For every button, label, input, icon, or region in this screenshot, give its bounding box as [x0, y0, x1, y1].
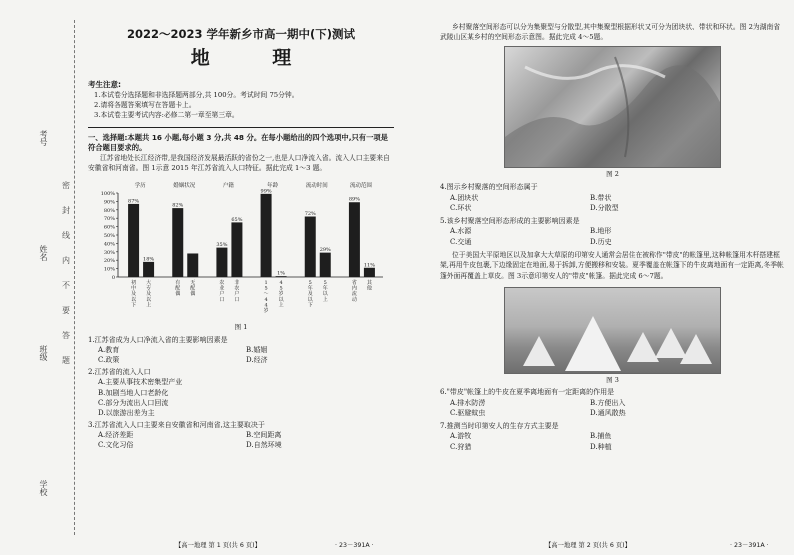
data-label: 72%: [304, 211, 316, 218]
group-label: 流动范围: [349, 183, 372, 190]
category-label-char: 下: [307, 302, 313, 309]
option[interactable]: D.种植: [590, 442, 612, 451]
option[interactable]: B.方便出入: [590, 398, 626, 407]
binding-line: [74, 20, 75, 535]
margin-label-class: 班级: [39, 345, 48, 361]
seal-char: 要: [62, 306, 70, 315]
category-label-char: 年: [307, 286, 313, 293]
category-label-char: 其: [366, 280, 372, 287]
subject-title: 地 理: [190, 46, 320, 69]
y-tick-label: 10%: [103, 267, 115, 274]
page-footer: 【高一地理 第 2 页(共 6 页)】: [545, 542, 631, 549]
option[interactable]: B.捕鱼: [590, 432, 612, 441]
category-label-char: 以: [307, 297, 313, 304]
group-label: 学历: [134, 183, 146, 190]
question-stem: 1.江苏省成为人口净流入省的主要影响因素是: [88, 335, 228, 344]
page-code: · 23－391A ·: [730, 542, 769, 549]
bar: [261, 194, 272, 277]
margin-label-name: 姓名: [39, 245, 48, 261]
option[interactable]: D.以旅游出差为主: [98, 408, 155, 417]
seal-char: 线: [62, 231, 70, 240]
exam-title: 2022～2023 学年新乡市高一期中(下)测试: [126, 27, 356, 41]
category-label-char: 及: [146, 291, 152, 298]
question-list: [88, 335, 394, 451]
option[interactable]: A.教育: [98, 346, 120, 355]
notice-box: [88, 80, 394, 120]
bar: [364, 268, 375, 277]
data-label: 65%: [231, 217, 243, 224]
option[interactable]: B.空间距离: [246, 431, 282, 440]
option-group: [440, 226, 785, 247]
category-label-char: 农: [234, 286, 240, 293]
option[interactable]: C.文化习俗: [98, 441, 134, 450]
figure-caption: 图 3: [606, 375, 619, 384]
category-label-char: 岁: [263, 308, 269, 315]
category-label-char: ～: [263, 291, 269, 298]
data-label: 18%: [143, 256, 155, 263]
question-stem: 6."带皮"帐篷上的牛皮在夏季离地面有一定距离的作用是: [440, 388, 615, 397]
left-content: [88, 22, 394, 450]
option[interactable]: B.带状: [590, 193, 612, 202]
category-label-char: 4: [264, 302, 268, 309]
category-label-char: 及: [131, 291, 137, 298]
category-label-char: 以: [278, 297, 284, 304]
category-label-char: 配: [175, 286, 181, 293]
option-group: [88, 377, 394, 418]
group-label: 户籍: [222, 183, 234, 190]
category-label-char: 内: [351, 286, 357, 293]
option[interactable]: B.加剧当地人口老龄化: [98, 388, 169, 397]
question-stem: 7.推测当时印第安人的生存方式主要是: [440, 421, 559, 430]
data-label: 89%: [348, 197, 360, 204]
category-label-char: 5: [323, 280, 327, 287]
bar: [216, 248, 227, 277]
option[interactable]: A.主要从事技术密集型产业: [98, 378, 183, 387]
option[interactable]: D.历史: [590, 237, 612, 246]
category-label-char: 口: [234, 297, 240, 304]
option[interactable]: C.部分为流出人口回流: [98, 398, 169, 407]
notice-heading: 考生注意:: [88, 80, 121, 90]
seal-char: 密: [62, 181, 70, 190]
population-chart: [88, 175, 388, 325]
y-tick-label: 90%: [103, 199, 115, 206]
data-label: 1%: [277, 271, 286, 278]
y-tick-label: 30%: [103, 250, 115, 257]
group-label: 婚姻状况: [173, 183, 196, 190]
category-label-char: 5: [308, 280, 312, 287]
bar: [320, 253, 331, 277]
category-label-char: 上: [322, 297, 328, 304]
notice-item: 1.本试卷分选择题和非选择题两部分,共 100分。考试时间 75分钟。: [94, 91, 299, 100]
option[interactable]: C.狩猎: [450, 442, 472, 451]
category-label-char: 偶: [175, 291, 181, 298]
margin-label-exam-number: 考号: [39, 130, 48, 146]
seal-char: 封: [62, 206, 70, 215]
option[interactable]: A.排水防涝: [450, 398, 486, 407]
option[interactable]: C.政策: [98, 356, 120, 365]
margin-label-school: 学校: [39, 480, 48, 496]
teepee-shape: [523, 336, 555, 366]
passage: 乡村聚落空间形态可以分为集聚型与分散型,其中集聚型根据形状又可分为团块状、带状和环状。图 2为湖南省武陵山区某乡村的空间形态示意图。据此完成 4～5题。: [440, 23, 781, 42]
y-tick-label: 50%: [103, 233, 115, 240]
question-stem: 2.江苏省的流入人口: [88, 368, 151, 377]
option[interactable]: C.驱避蚊虫: [450, 409, 486, 418]
notice-item: 2.请将各题答案填写在答题卡上。: [94, 100, 196, 109]
category-label-char: 4: [279, 280, 283, 287]
category-label-char: 他: [366, 286, 372, 293]
category-label-char: 省: [351, 280, 357, 287]
category-label-char: 5: [279, 286, 283, 293]
option[interactable]: D.经济: [246, 356, 268, 365]
teepee-shape: [680, 334, 712, 364]
option-group: [88, 430, 394, 450]
category-label-char: 下: [131, 302, 137, 309]
bar: [128, 204, 139, 277]
category-label-char: 初: [131, 280, 137, 287]
category-label-char: 农: [219, 280, 225, 287]
option-group: [440, 193, 785, 214]
option-group: [440, 398, 785, 419]
y-tick-label: 40%: [103, 241, 115, 248]
teepee-shape: [565, 316, 621, 371]
page-code: · 23－391A ·: [335, 542, 374, 549]
option[interactable]: A.经济差距: [98, 431, 134, 440]
option[interactable]: C.环状: [450, 204, 472, 213]
category-label-char: 无: [190, 280, 196, 287]
chart-svg: [88, 175, 388, 325]
category-label-char: 非: [234, 280, 240, 287]
seal-char: 题: [62, 356, 70, 365]
bar: [143, 262, 154, 277]
village-aerial-photo: [504, 46, 721, 168]
option[interactable]: A.水源: [450, 227, 472, 236]
option[interactable]: B.婚姻: [246, 346, 268, 355]
y-tick-label: 0: [111, 275, 115, 282]
category-label-char: 业: [219, 286, 225, 293]
category-label-char: 大: [146, 280, 152, 287]
bar: [187, 254, 198, 278]
passage: 江苏省地处长江经济带,是我国经济发展最活跃的省份之一,也是人口净流入省。流入人口主要来自安徽省和河南省。图 1示意 2015 年江苏省流入人口特征。据此完成 1～3 题。: [88, 153, 390, 172]
y-tick-label: 70%: [103, 216, 115, 223]
category-label-char: 5: [264, 286, 268, 293]
y-tick-label: 60%: [103, 225, 115, 232]
right-page: [400, 0, 794, 555]
option[interactable]: D.自然环境: [246, 441, 282, 450]
y-tick-label: 100%: [100, 191, 115, 198]
terrain-texture: [505, 47, 720, 167]
category-label-char: 年: [322, 286, 328, 293]
data-label: 35%: [216, 242, 228, 249]
bar: [172, 209, 183, 278]
category-label-char: 户: [234, 291, 240, 298]
category-label-char: 偶: [190, 291, 196, 298]
category-label-char: 有: [175, 280, 181, 287]
category-label-char: 上: [146, 302, 152, 309]
category-label-char: 流: [351, 291, 357, 298]
binding-margin: [0, 0, 90, 555]
option[interactable]: D.通风散热: [590, 409, 626, 418]
data-label: 29%: [319, 247, 331, 254]
bar: [231, 223, 242, 278]
option-group: [440, 431, 785, 452]
question-stem: 4.图示乡村聚落的空间形态属于: [440, 183, 538, 192]
category-label-char: 动: [351, 297, 357, 304]
question-stem: 5.该乡村聚落空间形态形成的主要影响因素是: [440, 216, 580, 225]
category-label-char: 以: [146, 297, 152, 304]
section-heading: 一、选择题:本题共 16 小题,每小题 3 分,共 48 分。在每小题给出的四个选项中,只有一项是符合题目要求的。: [88, 132, 388, 153]
data-label: 82%: [172, 203, 184, 210]
group-label: 年龄: [267, 183, 279, 190]
group-label: 流动时间: [305, 183, 328, 190]
bar: [349, 203, 360, 278]
page-footer: 【高一地理 第 1 页(共 6 页)】: [175, 542, 261, 549]
category-label-char: 岁: [278, 291, 284, 298]
y-tick-label: 80%: [103, 208, 115, 215]
figure-caption: 图 1: [234, 323, 248, 332]
option[interactable]: D.分散型: [590, 204, 619, 213]
category-label-char: 及: [307, 291, 313, 298]
option-group: [88, 345, 394, 365]
seal-char: 答: [62, 331, 70, 340]
teepee-photo: [504, 287, 721, 374]
passage: 位于美国大平原地区以及加拿大大草原的印第安人通常会居住在被称作"带皮"的帐篷里,这种帐篷用木杆搭建框架,再用牛皮包裹,下边缘固定在地面,易于拆卸,方便搬移和安装。夏季覆盖在帐篷下的牛皮离地面有一定距离,冬季帐篷外面再覆盖上草皮。图 3示意印第安人的"带皮"帐篷。据此完成 6～7题。: [440, 251, 784, 280]
category-label-char: 口: [219, 297, 225, 304]
category-label-char: 1: [264, 280, 268, 287]
option[interactable]: A.游牧: [450, 432, 472, 441]
option[interactable]: A.团块状: [450, 193, 479, 202]
category-label-char: 配: [190, 286, 196, 293]
y-tick-label: 20%: [103, 258, 115, 265]
category-label-char: 4: [264, 297, 268, 304]
question-stem: 3.江苏省流入人口主要来自安徽省和河南省,这主要取决于: [88, 421, 265, 430]
category-label-char: 以: [131, 297, 137, 304]
category-label-char: 专: [146, 286, 152, 293]
seal-char: 内: [62, 256, 70, 265]
figure-caption: 图 2: [606, 170, 619, 179]
data-label: 87%: [128, 198, 140, 205]
category-label-char: 以: [322, 291, 328, 298]
right-content: [440, 22, 785, 452]
option[interactable]: C.交通: [450, 237, 472, 246]
option[interactable]: B.地形: [590, 227, 612, 236]
bar: [305, 217, 316, 277]
category-label-char: 中: [131, 286, 137, 293]
data-label: 99%: [260, 188, 272, 195]
data-label: 11%: [363, 262, 375, 269]
notice-item: 3.本试卷主要考试内容:必修二第一章至第三章。: [94, 110, 239, 119]
category-label-char: 上: [278, 302, 284, 309]
divider: [88, 127, 394, 128]
seal-char: 不: [62, 281, 70, 290]
category-label-char: 户: [219, 291, 225, 298]
